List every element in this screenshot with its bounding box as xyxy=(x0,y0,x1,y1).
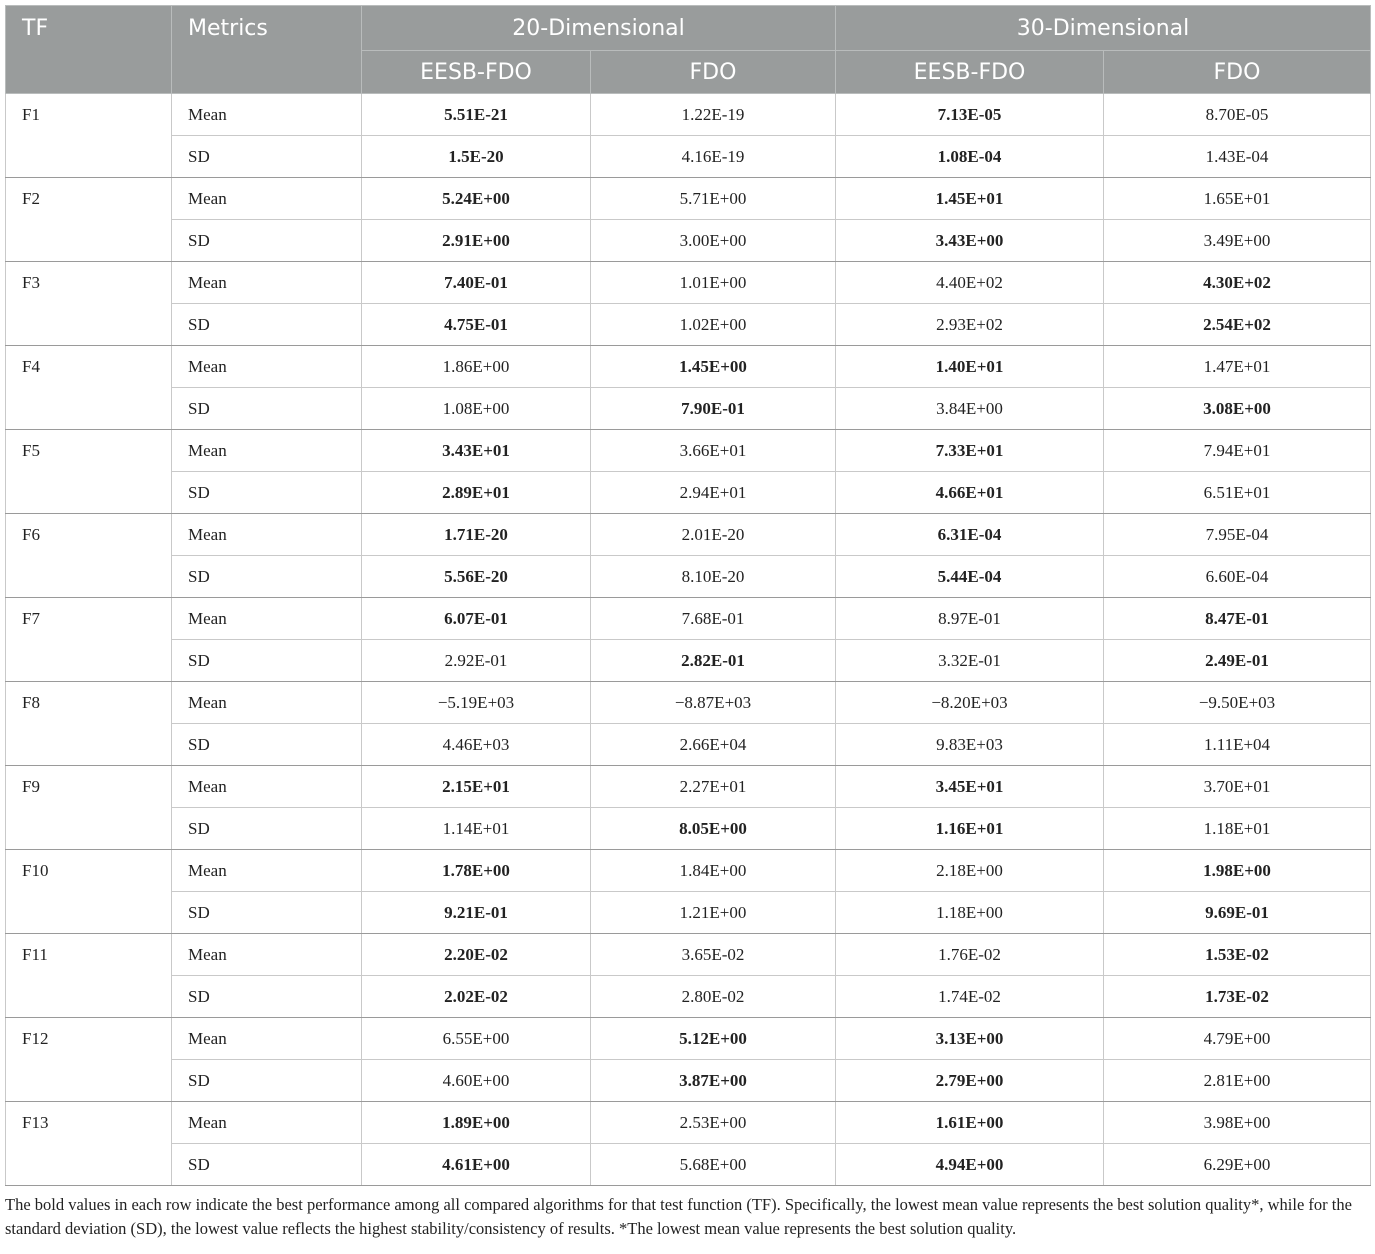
test-function-cell: F4 xyxy=(6,346,172,430)
value-cell: 1.11E+04 xyxy=(1104,724,1371,766)
metric-cell: Mean xyxy=(172,850,362,892)
value-cell: 3.49E+00 xyxy=(1104,220,1371,262)
table-row xyxy=(6,892,1371,934)
value-cell: 2.53E+00 xyxy=(591,1102,836,1144)
value-cell: 1.98E+00 xyxy=(1104,850,1371,892)
value-cell: 6.31E-04 xyxy=(836,514,1104,556)
header-row-top xyxy=(6,6,1371,51)
metric-cell: Mean xyxy=(172,430,362,472)
value-cell: 1.71E-20 xyxy=(362,514,591,556)
header-20d-fdo: FDO xyxy=(591,51,836,94)
table-row xyxy=(6,640,1371,682)
test-function-cell: F6 xyxy=(6,514,172,598)
value-cell: 2.80E-02 xyxy=(591,976,836,1018)
metric-cell: SD xyxy=(172,556,362,598)
value-cell: 7.40E-01 xyxy=(362,262,591,304)
value-cell: 8.97E-01 xyxy=(836,598,1104,640)
metric-cell: Mean xyxy=(172,598,362,640)
table-row xyxy=(6,1102,1371,1144)
value-cell: 3.08E+00 xyxy=(1104,388,1371,430)
value-cell: 1.73E-02 xyxy=(1104,976,1371,1018)
value-cell: −8.87E+03 xyxy=(591,682,836,724)
value-cell: 3.84E+00 xyxy=(836,388,1104,430)
test-function-cell: F13 xyxy=(6,1102,172,1186)
value-cell: 1.86E+00 xyxy=(362,346,591,388)
metric-cell: SD xyxy=(172,640,362,682)
test-function-cell: F2 xyxy=(6,178,172,262)
metric-cell: SD xyxy=(172,304,362,346)
metric-cell: Mean xyxy=(172,934,362,976)
value-cell: 3.32E-01 xyxy=(836,640,1104,682)
value-cell: 9.69E-01 xyxy=(1104,892,1371,934)
value-cell: 2.93E+02 xyxy=(836,304,1104,346)
value-cell: 6.29E+00 xyxy=(1104,1144,1371,1186)
value-cell: 2.02E-02 xyxy=(362,976,591,1018)
value-cell: 1.74E-02 xyxy=(836,976,1104,1018)
header-group-20-dimensional: 20-Dimensional xyxy=(362,6,836,51)
header-metrics: Metrics xyxy=(172,6,362,94)
table-row xyxy=(6,976,1371,1018)
value-cell: 1.53E-02 xyxy=(1104,934,1371,976)
value-cell: 5.12E+00 xyxy=(591,1018,836,1060)
value-cell: 4.61E+00 xyxy=(362,1144,591,1186)
value-cell: 4.75E-01 xyxy=(362,304,591,346)
value-cell: 5.71E+00 xyxy=(591,178,836,220)
table-row xyxy=(6,472,1371,514)
metric-cell: SD xyxy=(172,976,362,1018)
table-row xyxy=(6,1144,1371,1186)
value-cell: −8.20E+03 xyxy=(836,682,1104,724)
value-cell: 6.55E+00 xyxy=(362,1018,591,1060)
value-cell: 5.44E-04 xyxy=(836,556,1104,598)
value-cell: 1.47E+01 xyxy=(1104,346,1371,388)
value-cell: 3.43E+00 xyxy=(836,220,1104,262)
value-cell: 1.22E-19 xyxy=(591,94,836,136)
metric-cell: SD xyxy=(172,892,362,934)
value-cell: 8.47E-01 xyxy=(1104,598,1371,640)
value-cell: 3.00E+00 xyxy=(591,220,836,262)
test-function-cell: F9 xyxy=(6,766,172,850)
value-cell: 3.87E+00 xyxy=(591,1060,836,1102)
metric-cell: SD xyxy=(172,136,362,178)
value-cell: 1.5E-20 xyxy=(362,136,591,178)
value-cell: 1.61E+00 xyxy=(836,1102,1104,1144)
value-cell: 4.79E+00 xyxy=(1104,1018,1371,1060)
value-cell: 2.81E+00 xyxy=(1104,1060,1371,1102)
value-cell: 1.08E+00 xyxy=(362,388,591,430)
value-cell: 5.68E+00 xyxy=(591,1144,836,1186)
value-cell: 4.60E+00 xyxy=(362,1060,591,1102)
value-cell: 1.84E+00 xyxy=(591,850,836,892)
value-cell: 1.89E+00 xyxy=(362,1102,591,1144)
metric-cell: SD xyxy=(172,1060,362,1102)
test-function-cell: F7 xyxy=(6,598,172,682)
test-function-cell: F1 xyxy=(6,94,172,178)
value-cell: 4.66E+01 xyxy=(836,472,1104,514)
metric-cell: Mean xyxy=(172,94,362,136)
value-cell: 4.94E+00 xyxy=(836,1144,1104,1186)
value-cell: 3.43E+01 xyxy=(362,430,591,472)
value-cell: 2.89E+01 xyxy=(362,472,591,514)
metric-cell: SD xyxy=(172,388,362,430)
value-cell: 3.13E+00 xyxy=(836,1018,1104,1060)
value-cell: 6.60E-04 xyxy=(1104,556,1371,598)
table-row xyxy=(6,556,1371,598)
value-cell: 7.90E-01 xyxy=(591,388,836,430)
value-cell: 2.15E+01 xyxy=(362,766,591,808)
metric-cell: Mean xyxy=(172,346,362,388)
table-row xyxy=(6,94,1371,136)
metric-cell: Mean xyxy=(172,682,362,724)
table-row xyxy=(6,682,1371,724)
metric-cell: Mean xyxy=(172,1018,362,1060)
value-cell: 5.56E-20 xyxy=(362,556,591,598)
results-table xyxy=(5,5,1371,1186)
value-cell: 1.76E-02 xyxy=(836,934,1104,976)
value-cell: 4.40E+02 xyxy=(836,262,1104,304)
table-row xyxy=(6,304,1371,346)
metric-cell: SD xyxy=(172,724,362,766)
table-row xyxy=(6,388,1371,430)
test-function-cell: F5 xyxy=(6,430,172,514)
table-row xyxy=(6,514,1371,556)
value-cell: 1.18E+01 xyxy=(1104,808,1371,850)
value-cell: 2.91E+00 xyxy=(362,220,591,262)
value-cell: 1.65E+01 xyxy=(1104,178,1371,220)
value-cell: 2.54E+02 xyxy=(1104,304,1371,346)
value-cell: 7.94E+01 xyxy=(1104,430,1371,472)
value-cell: −5.19E+03 xyxy=(362,682,591,724)
value-cell: 1.43E-04 xyxy=(1104,136,1371,178)
header-20d-eesb-fdo: EESB-FDO xyxy=(362,51,591,94)
header-30d-fdo: FDO xyxy=(1104,51,1371,94)
table-row xyxy=(6,346,1371,388)
value-cell: 2.20E-02 xyxy=(362,934,591,976)
value-cell: 7.95E-04 xyxy=(1104,514,1371,556)
value-cell: 1.16E+01 xyxy=(836,808,1104,850)
table-row xyxy=(6,808,1371,850)
metric-cell: Mean xyxy=(172,514,362,556)
value-cell: 1.02E+00 xyxy=(591,304,836,346)
metric-cell: SD xyxy=(172,220,362,262)
header-30d-eesb-fdo: EESB-FDO xyxy=(836,51,1104,94)
test-function-cell: F12 xyxy=(6,1018,172,1102)
value-cell: 1.18E+00 xyxy=(836,892,1104,934)
metric-cell: Mean xyxy=(172,178,362,220)
value-cell: 1.01E+00 xyxy=(591,262,836,304)
value-cell: 2.79E+00 xyxy=(836,1060,1104,1102)
metric-cell: SD xyxy=(172,1144,362,1186)
value-cell: 9.21E-01 xyxy=(362,892,591,934)
value-cell: 2.92E-01 xyxy=(362,640,591,682)
table-row xyxy=(6,178,1371,220)
value-cell: 8.70E-05 xyxy=(1104,94,1371,136)
value-cell: 5.51E-21 xyxy=(362,94,591,136)
table-row xyxy=(6,262,1371,304)
header-group-30-dimensional: 30-Dimensional xyxy=(836,6,1371,51)
table-row xyxy=(6,430,1371,472)
results-table-container xyxy=(5,5,1370,1241)
value-cell: 7.33E+01 xyxy=(836,430,1104,472)
test-function-cell: F10 xyxy=(6,850,172,934)
metric-cell: Mean xyxy=(172,1102,362,1144)
table-footnote: The bold values in each row indicate the best performance among all compared algorithms for that test function (TF). Specifically, the lowest mean value represents the best solution quality*, while for the standard deviation (SD), the lowest value reflects the highest stability/consistency of results. *The lowest mean value represents the best solution quality. xyxy=(5,1195,1352,1238)
test-function-cell: F3 xyxy=(6,262,172,346)
metric-cell: Mean xyxy=(172,262,362,304)
results-table-body xyxy=(6,94,1371,1186)
table-row xyxy=(6,136,1371,178)
table-row xyxy=(6,220,1371,262)
value-cell: 2.94E+01 xyxy=(591,472,836,514)
metric-cell: SD xyxy=(172,808,362,850)
value-cell: 6.07E-01 xyxy=(362,598,591,640)
test-function-cell: F11 xyxy=(6,934,172,1018)
value-cell: 1.08E-04 xyxy=(836,136,1104,178)
test-function-cell: F8 xyxy=(6,682,172,766)
value-cell: 2.49E-01 xyxy=(1104,640,1371,682)
value-cell: −9.50E+03 xyxy=(1104,682,1371,724)
value-cell: 2.66E+04 xyxy=(591,724,836,766)
table-row xyxy=(6,724,1371,766)
value-cell: 8.05E+00 xyxy=(591,808,836,850)
value-cell: 3.70E+01 xyxy=(1104,766,1371,808)
value-cell: 7.13E-05 xyxy=(836,94,1104,136)
value-cell: 7.68E-01 xyxy=(591,598,836,640)
table-row xyxy=(6,1018,1371,1060)
metric-cell: Mean xyxy=(172,766,362,808)
metric-cell: SD xyxy=(172,472,362,514)
value-cell: 3.66E+01 xyxy=(591,430,836,472)
table-row xyxy=(6,1060,1371,1102)
value-cell: 4.46E+03 xyxy=(362,724,591,766)
value-cell: 8.10E-20 xyxy=(591,556,836,598)
value-cell: 3.45E+01 xyxy=(836,766,1104,808)
value-cell: 1.45E+01 xyxy=(836,178,1104,220)
value-cell: 2.01E-20 xyxy=(591,514,836,556)
table-row xyxy=(6,598,1371,640)
value-cell: 1.21E+00 xyxy=(591,892,836,934)
value-cell: 4.30E+02 xyxy=(1104,262,1371,304)
value-cell: 1.45E+00 xyxy=(591,346,836,388)
value-cell: 2.18E+00 xyxy=(836,850,1104,892)
value-cell: 6.51E+01 xyxy=(1104,472,1371,514)
table-row xyxy=(6,850,1371,892)
value-cell: 2.82E-01 xyxy=(591,640,836,682)
table-row xyxy=(6,934,1371,976)
value-cell: 3.65E-02 xyxy=(591,934,836,976)
header-tf: TF xyxy=(6,6,172,94)
table-row xyxy=(6,766,1371,808)
value-cell: 9.83E+03 xyxy=(836,724,1104,766)
value-cell: 4.16E-19 xyxy=(591,136,836,178)
value-cell: 3.98E+00 xyxy=(1104,1102,1371,1144)
value-cell: 5.24E+00 xyxy=(362,178,591,220)
value-cell: 1.40E+01 xyxy=(836,346,1104,388)
value-cell: 2.27E+01 xyxy=(591,766,836,808)
value-cell: 1.14E+01 xyxy=(362,808,591,850)
value-cell: 1.78E+00 xyxy=(362,850,591,892)
